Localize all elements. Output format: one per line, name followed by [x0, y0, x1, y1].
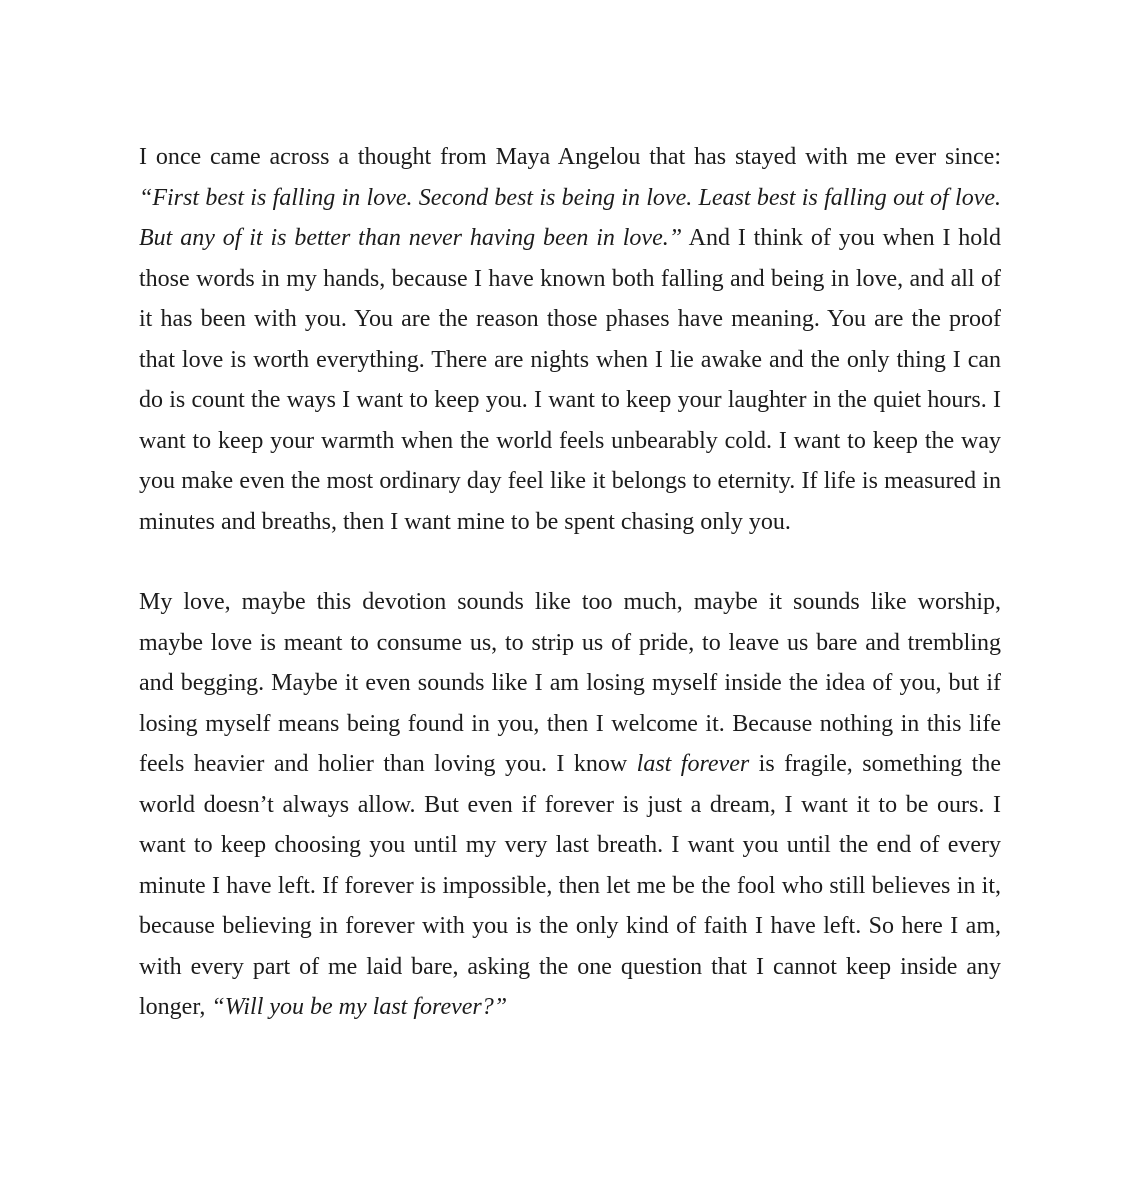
paragraph-2-intro: My love, maybe this devotion sounds like too much, maybe it sounds like worship, maybe love is meant to consume us, to strip us of pride, to leave us bare and trembling and begging. Maybe it even sounds like I am losing myself inside the idea of you, but if losing myself means being found in you, then I welcome it. Because nothing in this life feels heavier and holier than loving you. I know	[139, 589, 1001, 777]
letter-body	[139, 137, 1001, 1028]
paragraph-1-intro: I once came across a thought from Maya Angelou that has stayed with me ever since:	[139, 144, 1001, 170]
angelou-quote: “First best is falling in love. Second best is being in love. Least best is falling out of love. But any of it is better than never having been in love.”	[139, 184, 1001, 251]
paragraph-1-body: And I think of you when I hold those words in my hands, because I have known both falling and being in love, and all of it has been with you. You are the reason those phases have meaning. You are the proof that love is worth everything. There are nights when I lie awake and the only thing I can do is count the ways I want to keep you. I want to keep your laughter in the quiet hours. I want to keep your warmth when the world feels unbearably cold. I want to keep the way you make even the most ordinary day feel like it belongs to eternity. If life is measured in minutes and breaths, then I want mine to be spent chasing only you.	[139, 225, 1001, 535]
closing-question: “Will you be my last forever?”	[211, 994, 508, 1020]
paragraph-2-body: is fragile, something the world doesn’t always allow. But even if forever is just a dream, I want it to be ours. I want to keep choosing you until my very last breath. I want you until the end of every minute I have left. If forever is impossible, then let me be the fool who still believes in it, because believing in forever with you is the only kind of faith I have left. So here I am, with every part of me laid bare, asking the one question that I cannot keep inside any longer,	[139, 751, 1001, 1020]
paragraph-1	[139, 137, 1001, 542]
paragraph-2	[139, 582, 1001, 1028]
last-forever-phrase: last forever	[636, 751, 750, 777]
